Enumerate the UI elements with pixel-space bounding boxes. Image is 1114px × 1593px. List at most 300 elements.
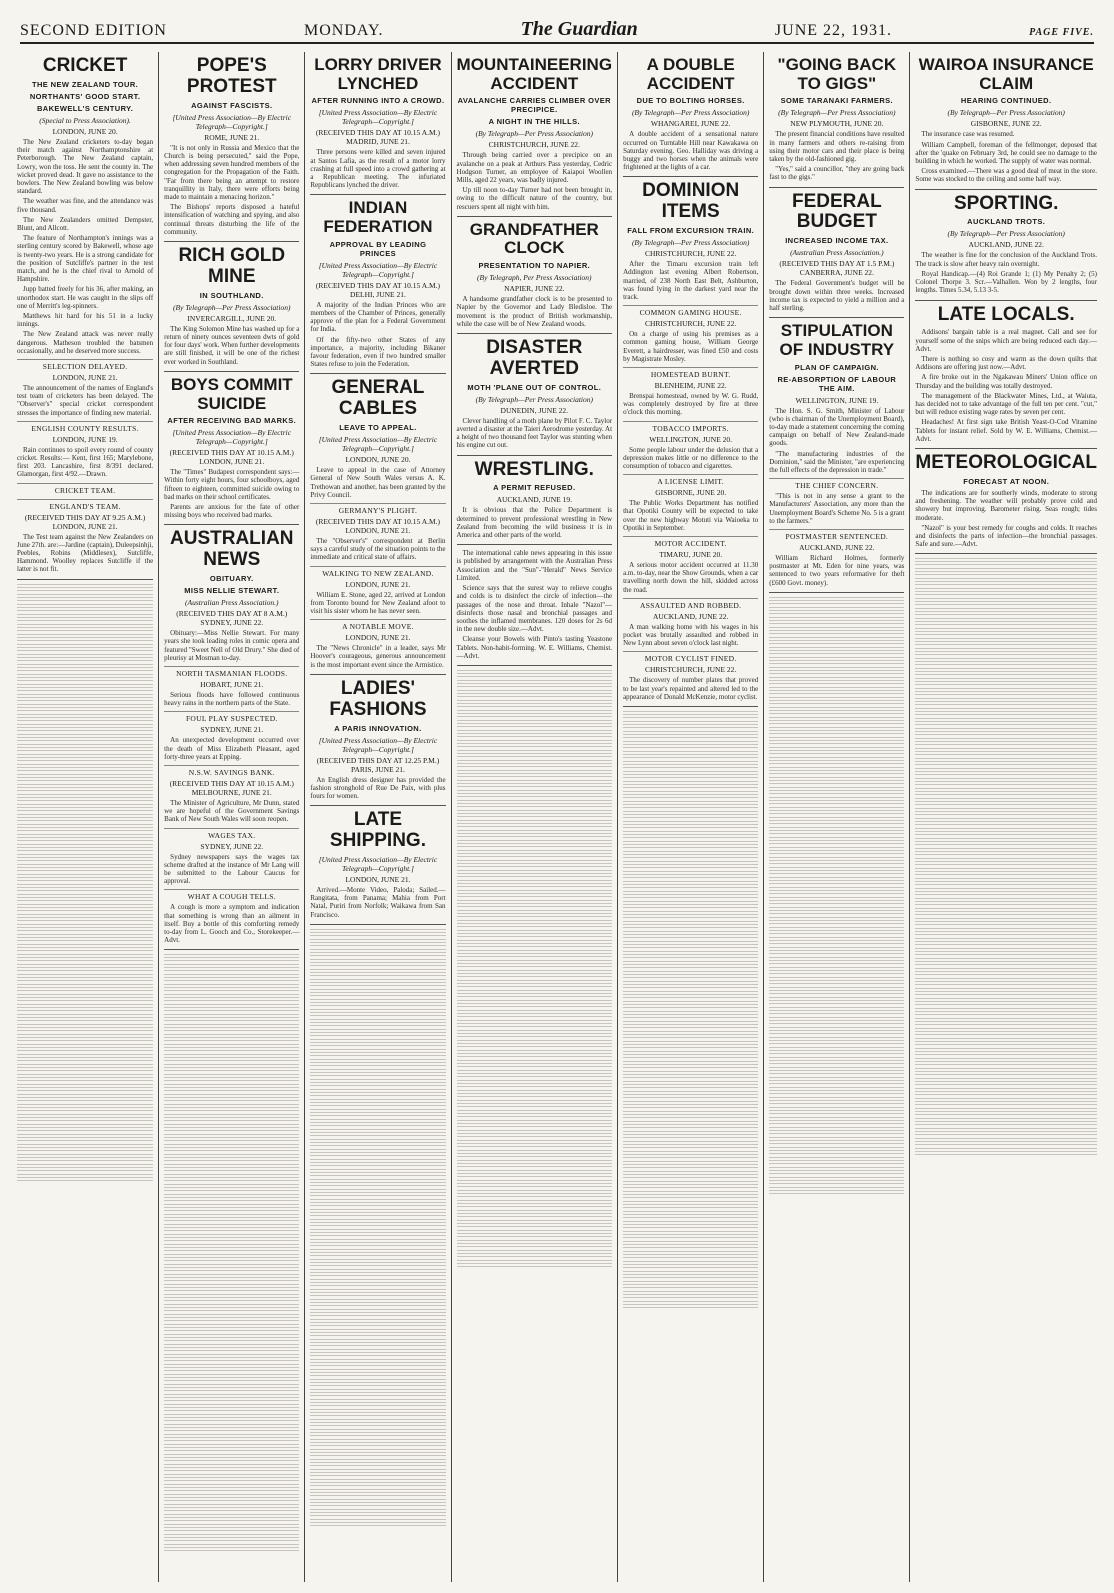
article-paragraph: The Hon. S. G. Smith, Minister of Labour (who is chairman of the Unemployment Board), to-day made a statement concerning the coming campaign on behalf of New Zealand-made goods. [769,406,905,448]
article-deck: DUE TO BOLTING HORSES. [636,96,745,106]
subhead-dateline: (RECEIVED THIS DAY AT 9.25 A.M.) LONDON, JUNE 21. [24,512,146,531]
text-line [17,594,153,602]
text-line [623,1091,758,1099]
article-credit: [United Press Association—By Electric Telegraph—Copyright.] [172,428,292,447]
text-line [623,1231,758,1239]
text-line [915,1048,1097,1056]
text-line [457,900,613,908]
subhead-paragraph: William Richard Holmes, formerly postmaster at Mt. Eden for nine years, was sentenced to two years reformative for theft (£600 Govt. money). [769,554,905,587]
text-line [457,930,613,938]
article-credit: (By Telegraph—Per Press Association) [173,302,291,312]
text-line [769,607,904,615]
text-line [769,1037,904,1045]
text-line [17,874,153,882]
article-headline: DISASTER AVERTED [486,336,583,379]
text-line [915,958,1097,966]
text-line [769,747,904,755]
text-line [310,1239,445,1247]
text-line [915,928,1097,936]
text-line [457,710,613,718]
article-subhead: CRICKET TEAM. [17,483,153,495]
text-line [310,1259,445,1267]
text-line [17,714,153,722]
article-headline: AUSTRALIAN NEWS [170,528,294,571]
text-line [623,751,758,759]
text-line [915,1138,1097,1146]
article [769,56,904,188]
article [623,56,758,177]
text-line [623,961,758,969]
text-line [164,1484,299,1492]
text-line [769,927,904,935]
article [457,549,613,666]
article [915,305,1097,450]
subhead-dateline: LONDON, JUNE 19. [52,434,118,444]
text-line [457,990,613,998]
text-line [769,1007,904,1015]
article-paragraph: The weather was fine, and the attendance was five thousand. [17,197,154,214]
article [915,56,1097,190]
text-line [164,964,299,972]
subhead-paragraph: The Public Works Department has notified that Opotiki County will be expected to take over the new highway Motuti via Waioeka to Opotiki in September. [623,499,759,532]
text-line [915,678,1097,686]
text-line [623,731,758,739]
text-line [769,847,904,855]
text-line [457,1180,613,1188]
article-paragraph: The New Zealand cricketers to-day began their match against Northamptonshire at Peterborough. The New Zealand captain, Lowry, won the toss. He sent the county in. The wicket proved dead. It gave no assistance to the bowlers. The New Zealand bowling was below standard. [17,137,154,196]
article-paragraph: William Campbell, foreman of the fellmonger, deposed that after the 'quake on February 3rd, he could see no damage to the building in which he worked. The supply of water was normal. [915,140,1097,165]
subhead-paragraph: The discovery of number plates that proved to be last year's repainted and altered led to the appearance of Donald McKenzie, motor cyclist. [623,676,759,701]
text-line [915,628,1097,636]
text-line [310,1319,445,1327]
article-credit: [United Press Association—By Electric Telegraph—Copyright.] [318,108,438,127]
text-line [769,867,904,875]
text-line [310,1289,445,1297]
text-line [17,764,153,772]
text-line [915,878,1097,886]
subhead-paragraph: Serious floods have followed continuous heavy rains in the northern parts of the State. [164,691,300,708]
article-deck: RE-ABSORPTION OF LABOUR THE AIM. [777,374,897,393]
article-paragraph: A handsome grandfather clock is to be presented to Napier by the Governor and Lady Bledisloe. The movement is the product of British workmanship, while the case will be of New Zealand woods. [456,295,613,328]
text-line [769,967,904,975]
text-line [164,1064,299,1072]
text-line [164,1544,299,1552]
text-line [769,977,904,985]
text-line [769,897,904,905]
text-line [457,790,613,798]
text-line [457,810,613,818]
text-line [310,1229,445,1237]
article-headline: LADIES' FASHIONS [329,677,427,720]
text-line [310,1269,445,1277]
article-headline: POPE'S PROTEST [186,55,277,97]
text-line [17,584,153,592]
article-deck: A PERMIT REFUSED. [493,483,576,493]
text-line [17,634,153,642]
article-headline: SPORTING. [953,192,1059,214]
article-dateline: LONDON, JUNE 20. [345,455,411,465]
text-line [457,1100,613,1108]
text-line [457,870,613,878]
text-line [164,1084,299,1092]
text-line [17,1164,153,1172]
article-credit: (By Telegraph—Per Press Association) [947,108,1065,118]
article-deck: FORECAST AT NOON. [963,476,1050,486]
subhead-paragraph: Sydney newspapers says the wages tax scheme drafted at the instance of Mr Lang will be submitted to the Labour Caucus for approval. [164,852,300,886]
article-deck: HEARING CONTINUED. [960,96,1052,106]
column-7 [909,52,1102,1582]
text-line [623,971,758,979]
text-line [17,804,153,812]
text-line [769,837,904,845]
text-line [915,658,1097,666]
text-line [915,998,1097,1006]
text-line [623,921,758,929]
text-line [769,1017,904,1025]
text-line [164,1214,299,1222]
text-line [457,750,613,758]
text-line [769,707,904,715]
article [164,56,299,242]
subhead-dateline: WELLINGTON, JUNE 20. [649,434,733,444]
text-line [457,830,613,838]
article-subhead: MOTOR ACCIDENT. [623,536,758,548]
text-line [164,1164,299,1172]
text-line [17,1064,153,1072]
text-line [310,1249,445,1257]
text-line [310,1379,445,1387]
text-line [623,1071,758,1079]
subhead-paragraph: A cough is more a symptom and indication that something is wrong than an ailment in itself. Buy a bottle of this comforting remedy to-day from L. Gooch and Co., Storekeeper.—Advt. [164,903,300,945]
text-line [623,781,758,789]
article-paragraph: "Nazol" is your best remedy for coughs and colds. It reaches and disinfects the parts of infection—the bronchial passages. Safe and sure.—Advt. [915,523,1097,549]
text-line [17,944,153,952]
text-line [915,688,1097,696]
text-line [457,920,613,928]
text-line [310,1119,445,1127]
text-line [623,1131,758,1139]
text-line [769,827,904,835]
text-line [623,1051,758,1059]
article [164,246,299,372]
article-credit: [United Press Association—By Electric Telegraph—Copyright.] [318,435,438,454]
text-line [310,1109,445,1117]
page-label: PAGE FIVE. [1029,27,1094,38]
article-subhead: COMMON GAMING HOUSE. [623,305,758,317]
article [457,338,613,456]
article-subhead: ENGLAND'S TEAM. [17,499,153,511]
text-line [164,1534,299,1542]
article-paragraph: The feature of Northampton's innings was a sterling century scored by Bakewell, whose age is twenty-two years. He is a strong candidate for the position of Sutcliffe's partner in the test match, and he is the chief rival to Arnold of Hampshire. [17,234,154,284]
article-headline: LATE LOCALS. [937,303,1075,325]
article-deck: A NIGHT IN THE HILLS. [488,117,581,127]
subhead-dateline: SYDNEY, JUNE 22. [200,841,264,851]
article-paragraph: Royal Handicap.—(4) Roi Grande 1; (1) My Penalty 2; (5) Colonel Thorpe 3. Scr.—Valhallen. Won by 2 lengths, four lengths. Times 5.34, 5.13 3-5. [915,269,1097,295]
text-line [769,1057,904,1065]
article-headline: METEOROLOGICAL [915,452,1097,474]
text-line [164,1274,299,1282]
article-dateline: AUCKLAND, JUNE 19. [496,495,573,505]
text-line [769,787,904,795]
text-line [915,758,1097,766]
text-line [457,780,613,788]
text-line [164,1264,299,1272]
article-subhead: GERMANY'S PLIGHT. [310,503,445,515]
text-line [769,777,904,785]
text-line [915,1018,1097,1026]
text-line [17,704,153,712]
article-deck: INCREASED INCOME TAX. [785,236,889,246]
text-line [17,984,153,992]
text-line [915,838,1097,846]
article [310,199,445,374]
text-line [769,877,904,885]
text-line [17,964,153,972]
article-dateline: LONDON, JUNE 20. [52,126,118,136]
text-line [310,1179,445,1187]
text-line [164,1134,299,1142]
article-deck: NORTHANTS' GOOD START. [29,91,141,101]
text-line [164,1304,299,1312]
text-line [769,987,904,995]
text-line [769,857,904,865]
text-line [623,1251,758,1259]
text-line [310,979,445,987]
article-subhead: WAGES TAX. [164,828,299,840]
subhead-dateline: TIMARU, JUNE 20. [659,550,723,560]
article-credit: (Australian Press Association.) [790,248,884,258]
text-line [623,1291,758,1299]
text-line [457,820,613,828]
text-line [17,994,153,1002]
text-line [623,1081,758,1089]
article-headline: DOMINION ITEMS [642,180,740,223]
text-line [915,868,1097,876]
text-line [769,817,904,825]
article-headline: MOUNTAINEERING ACCIDENT [456,55,613,93]
text-line [769,937,904,945]
text-line [17,1014,153,1022]
text-line [164,1094,299,1102]
text-line [164,1204,299,1212]
text-line [623,911,758,919]
article-credit: [United Press Association—By Electric Telegraph—Copyright.] [318,854,438,873]
text-line [457,1250,613,1258]
article-deck: AVALANCHE CARRIES CLIMBER OVER PRECIPICE. [457,96,611,115]
text-line [769,717,904,725]
text-line [457,1230,613,1238]
text-line [915,568,1097,576]
article-paragraph: Three persons were killed and seven injured at Santos Lafia, as the result of a motor lorry crashing at full speed into a crowd gathering at a Republican meeting. The infuriated Republicans lynched the driver. [310,148,446,190]
article-deck: PRESENTATION TO NAPIER. [478,261,591,271]
text-line [915,1148,1097,1156]
text-line [769,1157,904,1165]
subhead-paragraph: An unexpected development occurred over the death of Miss Elizabeth Pleasant, aged forty-three years at Epping. [164,736,300,761]
text-line [915,648,1097,656]
article-paragraph: The Federal Government's budget will be brought down within three weeks. Increased income tax is expected to yield a million and a half sterling. [769,279,905,312]
subhead-dateline: BLENHEIM, JUNE 22. [654,381,727,390]
text-line [310,1409,445,1417]
text-line [17,644,153,652]
article-deck: AFTER RECEIVING BAD MARKS. [167,416,297,426]
text-line [915,858,1097,866]
article [310,56,445,195]
text-line [17,1094,153,1102]
text-line [17,824,153,832]
article-paragraph: An English dress designer has provided the fashion stronghold of Rue De Paix, with plus fours for women. [310,775,446,800]
text-line [915,638,1097,646]
text-line [623,931,758,939]
text-line [915,828,1097,836]
text-line [915,1098,1097,1106]
text-line [164,994,299,1002]
text-line [17,1124,153,1132]
text-line [310,959,445,967]
text-line [310,1349,445,1357]
text-line [915,738,1097,746]
text-line [164,1124,299,1132]
text-line [915,1128,1097,1136]
article-subhead: HOMESTEAD BURNT. [623,367,758,379]
article-paragraph: It is obvious that the Police Department is determined to prevent professional wrestling in New Zealand from becoming the wild business it is in America and other parts of the world. [456,506,613,540]
text-line [310,1439,445,1447]
article-subhead: FOUL PLAY SUSPECTED. [164,711,299,723]
text-line [164,1334,299,1342]
text-line [164,1344,299,1352]
text-line [310,1189,445,1197]
article-dateline: WHANGAREI, JUNE 22. [650,119,731,129]
text-line [310,1359,445,1367]
text-line [769,917,904,925]
subhead-paragraph: The Minister of Agriculture, Mr Dunn, stated we are hopeful of the Government Savings Bank of New South Wales will soon reopen. [164,799,300,824]
article-paragraph: "The manufacturing industries of the Dominion," said the Minister, "are experiencing the full effects of the depression in trade." [769,449,905,474]
text-line [17,794,153,802]
article-paragraph: A majority of the Indian Princes who are members of the Chamber of Princes, generally approve of the plan for a Federal Government for India. [310,300,446,334]
article-headline: "GOING BACK TO GIGS" [777,55,897,93]
newspaper-title: The Guardian [520,18,638,40]
article-subhead: N.S.W. SAVINGS BANK. [164,765,299,777]
article-headline: GENERAL CABLES [331,377,425,420]
article-paragraph: Matthews hit hard for his 51 in a lucky innings. [17,311,154,329]
article [915,453,1097,554]
article-dateline: (RECEIVED THIS DAY AT 12.25 P.M.) PARIS, JUNE 21. [316,755,440,774]
text-line [310,1089,445,1097]
text-line [457,1090,613,1098]
text-line [164,1284,299,1292]
article [623,181,758,707]
column-6 [763,52,909,1582]
text-line [915,588,1097,596]
text-line [457,1120,613,1128]
text-line [164,974,299,982]
article [164,376,299,526]
subhead-paragraph: The "Observer's" correspondent at Berlin says a careful study of the situation points to the immediate and critical state of affairs. [310,536,446,562]
text-line [623,851,758,859]
article-paragraph: The international cable news appearing in this issue is published by arrangement with the Australian Press Association and the "Sun"-"Herald" News Service Limited. [456,549,613,582]
text-line [915,1108,1097,1116]
article-dateline: LONDON, JUNE 21. [345,874,411,884]
article [769,192,904,319]
text-line [164,1354,299,1362]
text-line [623,791,758,799]
text-line [310,1219,445,1227]
text-line [164,1004,299,1012]
text-line [915,908,1097,916]
article-paragraph: Cleanse your Bowels with Pinto's tasting Yeastone Tablets. Non-habit-forming. W. E. Williams, Chemist.—Advt. [456,635,613,660]
text-line [17,1144,153,1152]
text-line [623,761,758,769]
text-line [915,1008,1097,1016]
subhead-dateline: LONDON, JUNE 21. [52,372,118,382]
article-headline: LORRY DRIVER LYNCHED [314,55,442,93]
text-line [915,708,1097,716]
text-line [164,1524,299,1532]
text-line [623,901,758,909]
text-line [164,1474,299,1482]
text-line [310,1429,445,1437]
article-dateline: AUCKLAND, JUNE 22. [968,240,1044,250]
text-line [769,1167,904,1175]
article-paragraph: The New Zealanders omitted Dempster, Blunt, and Allcott. [17,215,154,232]
text-line [17,754,153,762]
text-line [17,1104,153,1112]
subhead-dateline: (RECEIVED THIS DAY AT 10.15 A.M.) MELBOURNE, JUNE 21. [169,779,294,798]
text-line [457,1170,613,1178]
text-line [164,1144,299,1152]
text-line [310,1069,445,1077]
article-credit: (By Telegraph—Per Press Association) [778,108,896,118]
text-line [164,1174,299,1182]
text-line [769,1107,904,1115]
article-headline: GRANDFATHER CLOCK [469,219,599,258]
article-deck: IN SOUTHLAND. [199,290,264,300]
text-line [310,1419,445,1427]
text-line [17,1054,153,1062]
text-line [17,1044,153,1052]
article-deck: LEAVE TO APPEAL. [339,423,417,433]
text-line [17,694,153,702]
article-headline: FEDERAL BUDGET [791,190,882,233]
text-line [164,1464,299,1472]
text-line [623,1241,758,1249]
text-line [310,1399,445,1407]
article-credit: (By Telegraph—Per Press Association) [475,394,594,404]
text-line [769,1187,904,1195]
article-headline: LATE SHIPPING. [329,809,426,852]
text-line [164,1154,299,1162]
article-deck: A PARIS INNOVATION. [334,723,422,733]
article [17,56,153,580]
article-paragraph: Arrived.—Monte Video, Paloda; Sailed.—Rangitata, from Panama; Mahia from Port Natal, Puriri from Norfolk; Waikawa from San Francisco. [310,885,446,919]
text-line [17,744,153,752]
text-line [457,1000,613,1008]
text-line [915,938,1097,946]
article-paragraph: The present financial conditions have resulted in many farmers and others re-raising from using their motor cars and their place is being taken by the old-fashioned gig. [769,130,905,163]
text-line [17,734,153,742]
text-line [164,1294,299,1302]
text-line [457,720,613,728]
article-dateline: ROME, JUNE 21. [204,132,260,142]
article-headline: STIPULATION OF INDUSTRY [779,321,895,359]
text-line [457,1080,613,1088]
text-line [310,1209,445,1217]
text-line [915,948,1097,956]
text-line [17,864,153,872]
text-line [623,1111,758,1119]
article [164,529,299,950]
article-paragraph: The Bishops' reports disposed a hateful intensification of watching and spying, and also continual threats disturbing the life of the community. [164,203,300,236]
text-line [623,881,758,889]
